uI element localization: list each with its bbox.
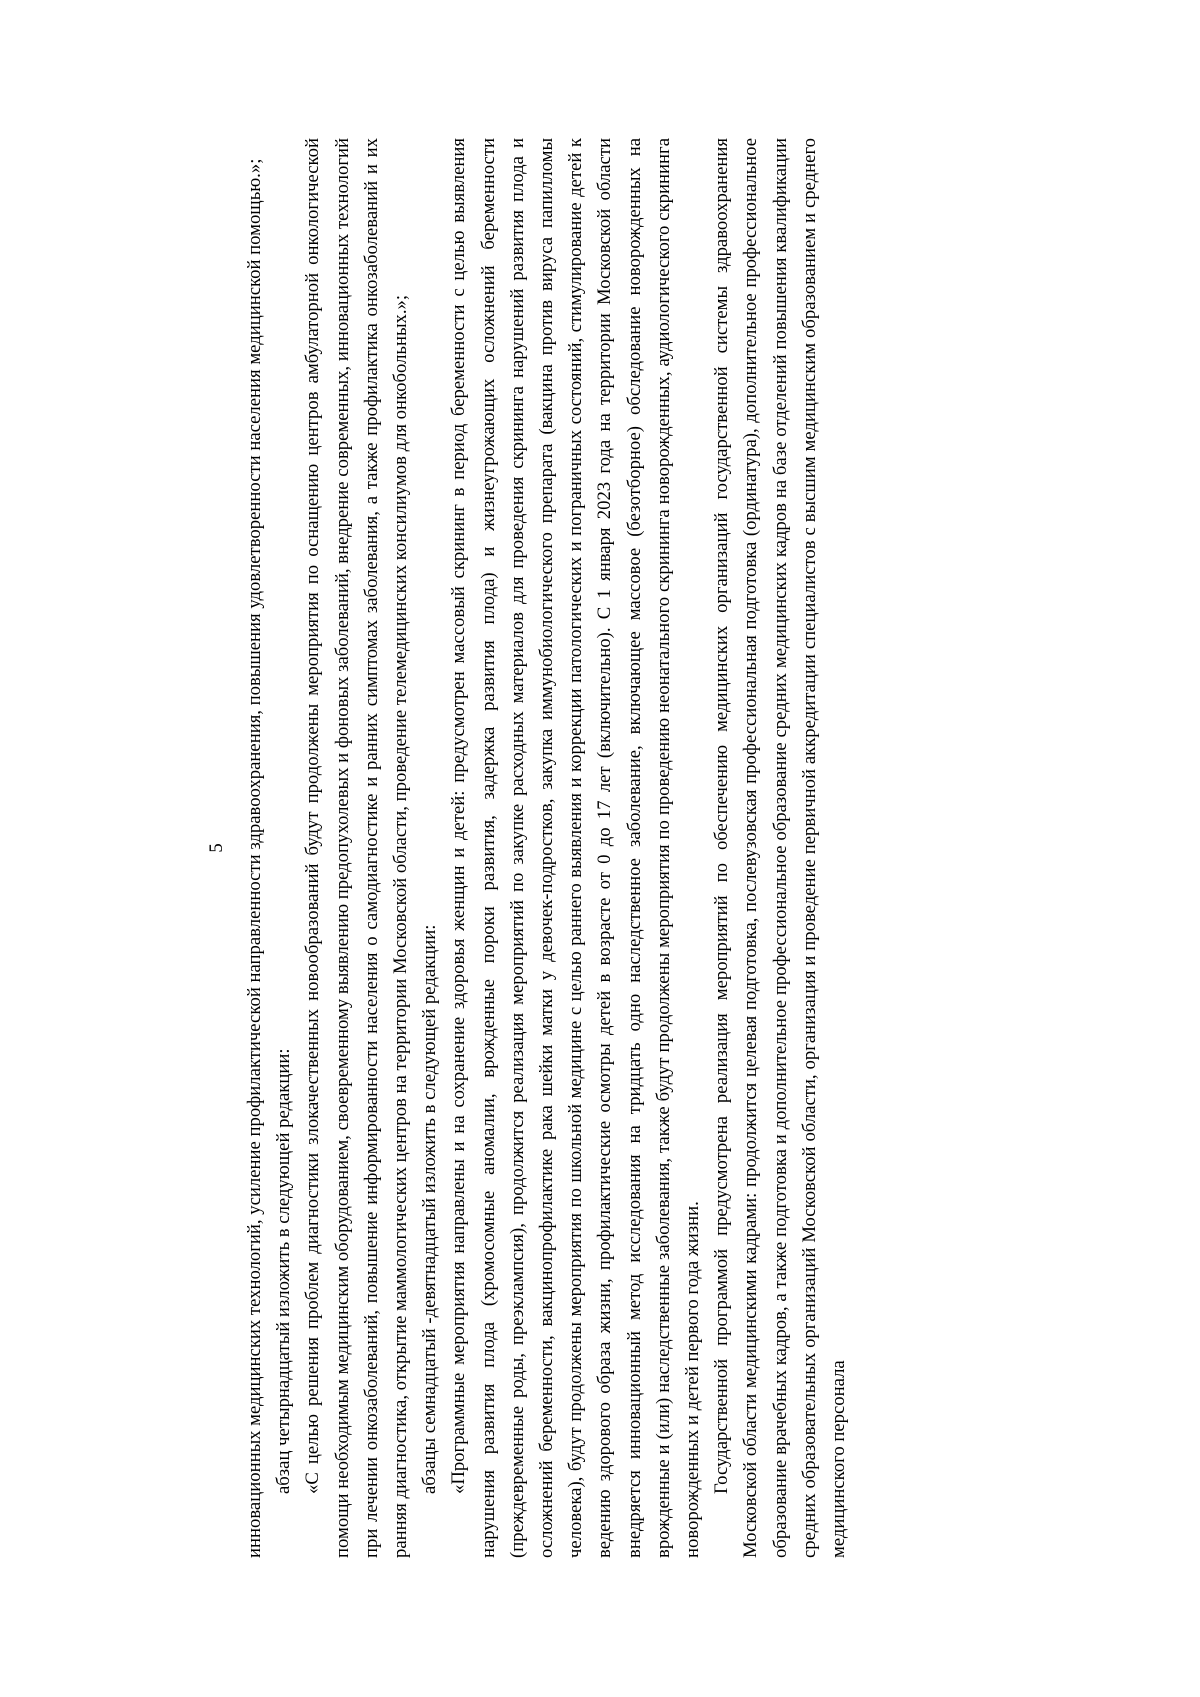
paragraph-medical-staffing: Государственной программой предусмотрена реализация мероприятий по обеспечению медицинских организаций государственной системы здравоохранения Московской области медицинскими кадрами: продолжится целевая подготовка, послевузовская профессиональная подготовка (ординатура), дополнительное профессиональное образование врачебных кадров, а также подготовка и дополнительное профессиональное образование средних медицинских кадров на базе отделений повышения квалификации средних образовательных организаций Московской области, организация и проведение первичной аккредитации специалистов с высшим медицинским образованием и среднего медицинского персонала [711, 138, 850, 1558]
body-text [240, 138, 853, 1558]
paragraph-amendment-17-19-heading: абзацы семнадцатый -девятнадцатый изложить в следующей редакции: [419, 924, 441, 1494]
paragraph-continuation: инновационных медицинских технологий, усиление профилактической направленности здравоохранения, повышения удовлетворенности населения медицинской помощью.»; [244, 158, 265, 1558]
paragraph-oncology: «С целью решения проблем диагностики злокачественных новообразований будут продолжены мероприятия по оснащению центров амбулаторной онкологической помощи необходимым медицинским оборудованием, своевременному выявлению предопухолевых и фоновых заболеваний, внедрение современных, инновационных технологий при лечении онкозаболеваний, повышение информированности населения о самодиагностике и ранних симптомах заболевания, а также профилактика онкозаболеваний и их ранняя диагностика, открытие маммологических центров на территории Московской области, проведение телемедицинских консилиумов для онкобольных.»; [302, 138, 412, 1558]
rotated-text-block [206, 138, 960, 1558]
page-number: 5 [206, 843, 227, 853]
paragraph-amendment-14-heading: абзац четырнадцатый изложить в следующей редакции: [273, 1048, 295, 1494]
paragraph-maternal-child-health: «Программные мероприятия направлены и на сохранение здоровья женщин и детей: предусмотрен массовый скрининг в период беременности с целью выявления нарушения развития плода (хромосомные аномалии, врожденные пороки развития, задержка развития плода) и жизнеугрожающих осложнений беременности (преждевременные роды, преэклампсия), продолжится реализация мероприятий по закупке расходных материалов для проведения скрининга нарушений развития плода и осложнений беременности, вакцинопрофилактике рака шейки матки у девочек-подростков, закупка иммунобиологического препарата (вакцина против вируса папилломы человека), будут продолжены мероприятия по школьной медицине с целью раннего выявления и коррекции патологических и пограничных состояний, стимулирование детей к ведению здорового образа жизни, профилактические осмотры детей в возрасте от 0 до 17 лет (включительно). С 1 января 2023 года на территории Московской области внедряется инновационный метод исследования на тридцать одно наследственное заболевание, включающее массовое (безотборное) обследование новорожденных на врожденные и (или) наследственные заболевания, также будут продолжены мероприятия по проведению неонатального скрининга новорожденных, аудиологического скрининга новорожденных и детей первого года жизни. [448, 138, 704, 1558]
